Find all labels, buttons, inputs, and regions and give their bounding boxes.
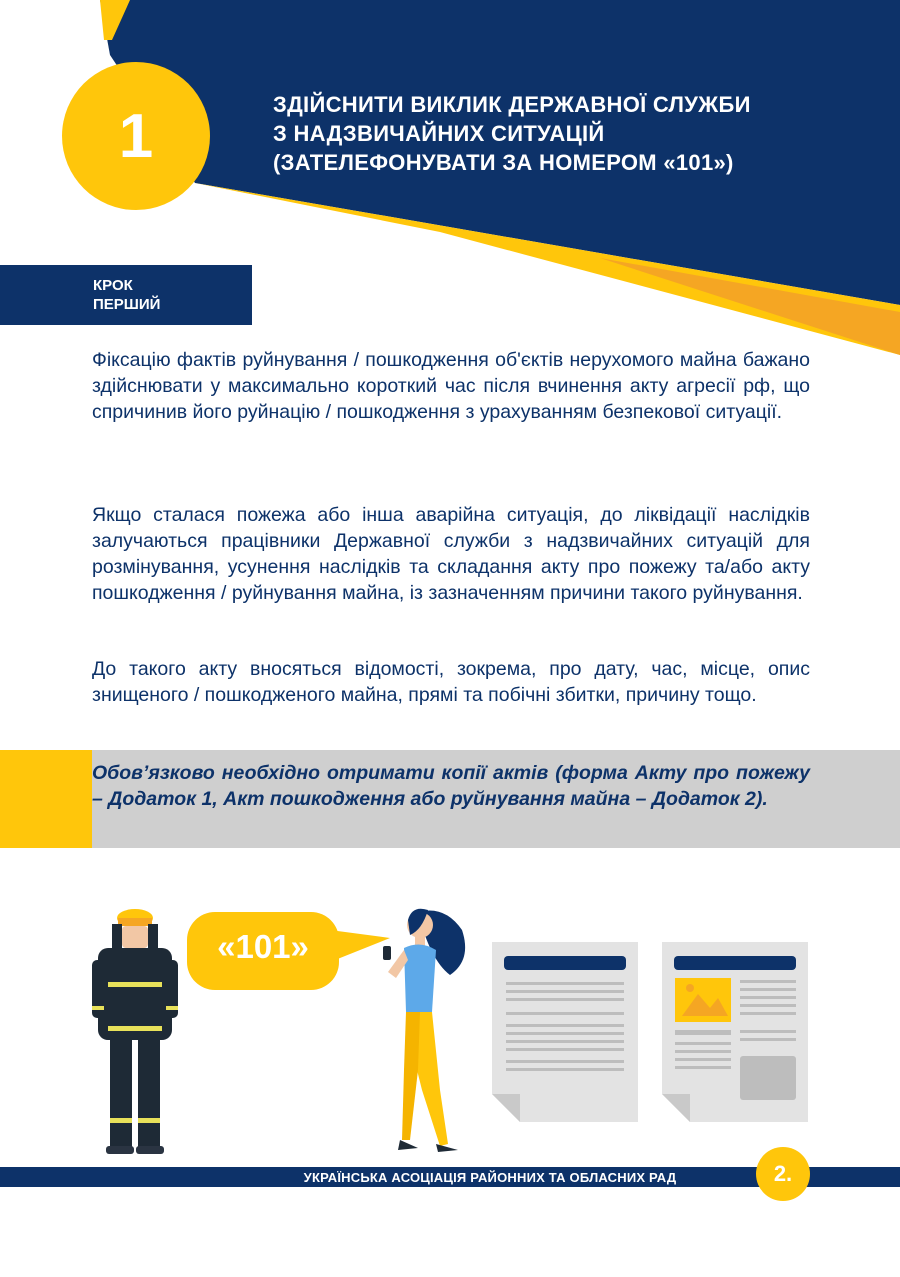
step-tag-line: ПЕРШИЙ (93, 296, 161, 313)
step-tag-line: КРОК (93, 277, 133, 294)
notice-accent (0, 750, 92, 848)
title-line: З НАДЗВИЧАЙНИХ СИТУАЦІЙ (273, 121, 605, 146)
body-paragraph: До такого акту вносяться відомості, зокрема, про дату, час, місце, опис знищеного / пошкодженого майна, прямі та побічні збитки, причину тощо. (92, 658, 810, 706)
page-number: 2. (773, 1161, 793, 1186)
speech-bubble-text: «101» (217, 928, 309, 965)
woman-phone-icon (383, 909, 465, 1152)
body-paragraph: Якщо сталася пожежа або інша аварійна ситуація, до ліквідації наслідків залучаються працівники Державної служби з надзвичайних ситуацій для розмінування, усунення наслідків та складання акту про пожежу та/або акту пошкодження / руйнування майна, із зазначенням причини такого руйнування. (92, 504, 810, 604)
document-with-image-icon (662, 942, 808, 1122)
firefighter-icon (92, 909, 178, 1154)
footer-organization: УКРАЇНСЬКА АСОЦІАЦІЯ РАЙОННИХ ТА ОБЛАСНИХ РАД (303, 1170, 677, 1185)
page-number-badge (756, 1147, 810, 1201)
title-line: (ЗАТЕЛЕФОНУВАТИ ЗА НОМЕРОМ «101») (273, 150, 734, 175)
page-title (273, 90, 833, 177)
body-paragraph: Фіксацію фактів руйнування / пошкодження об'єктів нерухомого майна бажано здійснювати у максимально короткий час після вчинення акту агресії рф, що спричинив його руйнацію / пошкодження з урахуванням безпекової ситуації. (92, 349, 810, 423)
step-tag-label (93, 276, 160, 314)
title-line: ЗДІЙСНИТИ ВИКЛИК ДЕРЖАВНОЇ СЛУЖБИ (273, 92, 751, 117)
notice-text: Обов’язково необхідно отримати копії актів (форма Акту про пожежу – Додаток 1, Акт пошкодження або руйнування майна – Додаток 2). (92, 762, 810, 810)
step-number: 1 (118, 101, 154, 171)
illustration (0, 880, 900, 1170)
document-icon (492, 942, 638, 1122)
step-number-badge (62, 62, 210, 210)
